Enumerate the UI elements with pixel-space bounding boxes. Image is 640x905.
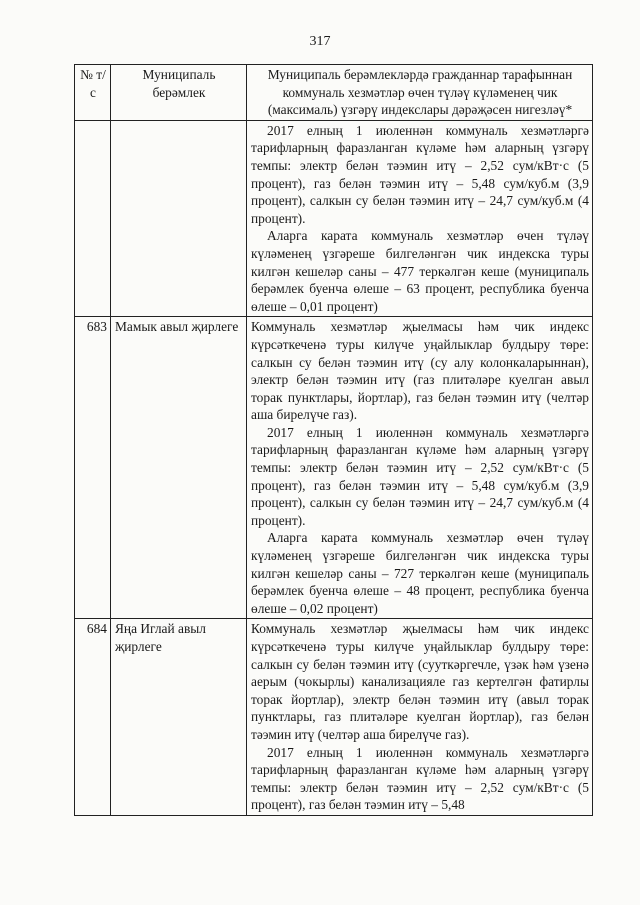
page-number: 317 (309, 34, 331, 49)
header-description: Муниципаль берәмлекләрдә гражданнар тарафыннан коммуналь хезмәтләр өчен түләү күләменең чик (максималь) үзгәрү индекслары дәрәҗәсен нигезләү* (247, 65, 593, 121)
continuation-description-cell (247, 120, 593, 317)
tariff-paragraph: 2017 елның 1 июленнән коммуналь хезмәтләргә тарифларның фаразланган күләме һәм аларның үзгәрү темпы: электр белән тәэмин итү – 2,52 сум/кВт·с (5 процент), газ белән тәэмин итү – 5,48 сум/куб.м (3,9 процент), салкын су белән тәэмин итү – 24,7 сум/куб.м (4 процент). (251, 122, 589, 226)
tariff-paragraph: 2017 елның 1 июленнән коммуналь хезмәтләргә тарифларның фаразланган күләме һәм аларның үзгәрү темпы: электр белән тәэмин итү – 2,52 сум/кВт·с (5 процент), газ белән тәэмин итү – 5,48 сум/куб.м (3,9 процент), салкын су белән тәэмин итү – 24,7 сум/куб.м (4 процент). (251, 424, 589, 528)
municipality-name: Мамык авыл җирлеге (111, 317, 247, 619)
municipal-index-table (74, 64, 593, 816)
continuation-num-cell (75, 120, 111, 317)
description-cell (247, 619, 593, 816)
table-header-row (75, 65, 593, 121)
people-count-paragraph: Аларга карата коммуналь хезмәтләр өчен түләү күләменең үзгәреше билгеләнгән чик индекска туры килгән кешеләр саны – 477 теркәлгән кеше (муниципаль берәмлек буенча өлеше – 63 процент, республика буенча өлеше – 0,01 процент) (251, 228, 589, 314)
services-paragraph: Коммуналь хезмәтләр җыелмасы һәм чик индекс күрсәткеченә туры килүче уңайлыклар булдыру төре: салкын су белән тәэмин итү (сууткәргечле, үзәк һәм үзенә аерым (чокырлы) канализацияле газ кертелгән фатирлы торак йортлар), электр белән тәэмин итү (авыл торак пунктлары, газ плитәләре куелган йортлар), газ белән тәэмин итү (челтәр аша бирелүче газ). (251, 621, 589, 742)
table-row (75, 317, 593, 619)
services-paragraph: Коммуналь хезмәтләр җыелмасы һәм чик индекс күрсәткеченә туры килүче уңайлыклар булдыру төре: салкын су белән тәэмин итү (су алу колонкаларыннан), электр белән тәэмин итү (газ плитәләре куелган авыл торак пунктлары, йортлар), газ белән тәэмин итү (челтәр аша бирелүче газ). (251, 319, 589, 423)
municipality-name: Яңа Иглай авыл җирлеге (111, 619, 247, 816)
row-number: 684 (75, 619, 111, 816)
header-num: № т/с (75, 65, 111, 121)
tariff-paragraph: 2017 елның 1 июленнән коммуналь хезмәтләргә тарифларның фаразланган күләме һәм аларның үзгәрү темпы: электр белән тәэмин итү – 2,52 сум/кВт·с (5 процент), газ белән тәэмин итү – 5,48 (251, 744, 589, 813)
table-row-continuation (75, 120, 593, 317)
continuation-name-cell (111, 120, 247, 317)
header-municipality: Муниципаль берәмлек (111, 65, 247, 121)
people-count-paragraph: Аларга карата коммуналь хезмәтләр өчен түләү күләменең үзгәреше билгеләнгән чик индекска туры килгән кешеләр саны – 727 теркәлгән кеше (муниципаль берәмлек буенча өлеше – 48 процент, республика буенча өлеше – 0,02 процент) (251, 530, 589, 616)
table-row (75, 619, 593, 816)
row-number: 683 (75, 317, 111, 619)
description-cell (247, 317, 593, 619)
